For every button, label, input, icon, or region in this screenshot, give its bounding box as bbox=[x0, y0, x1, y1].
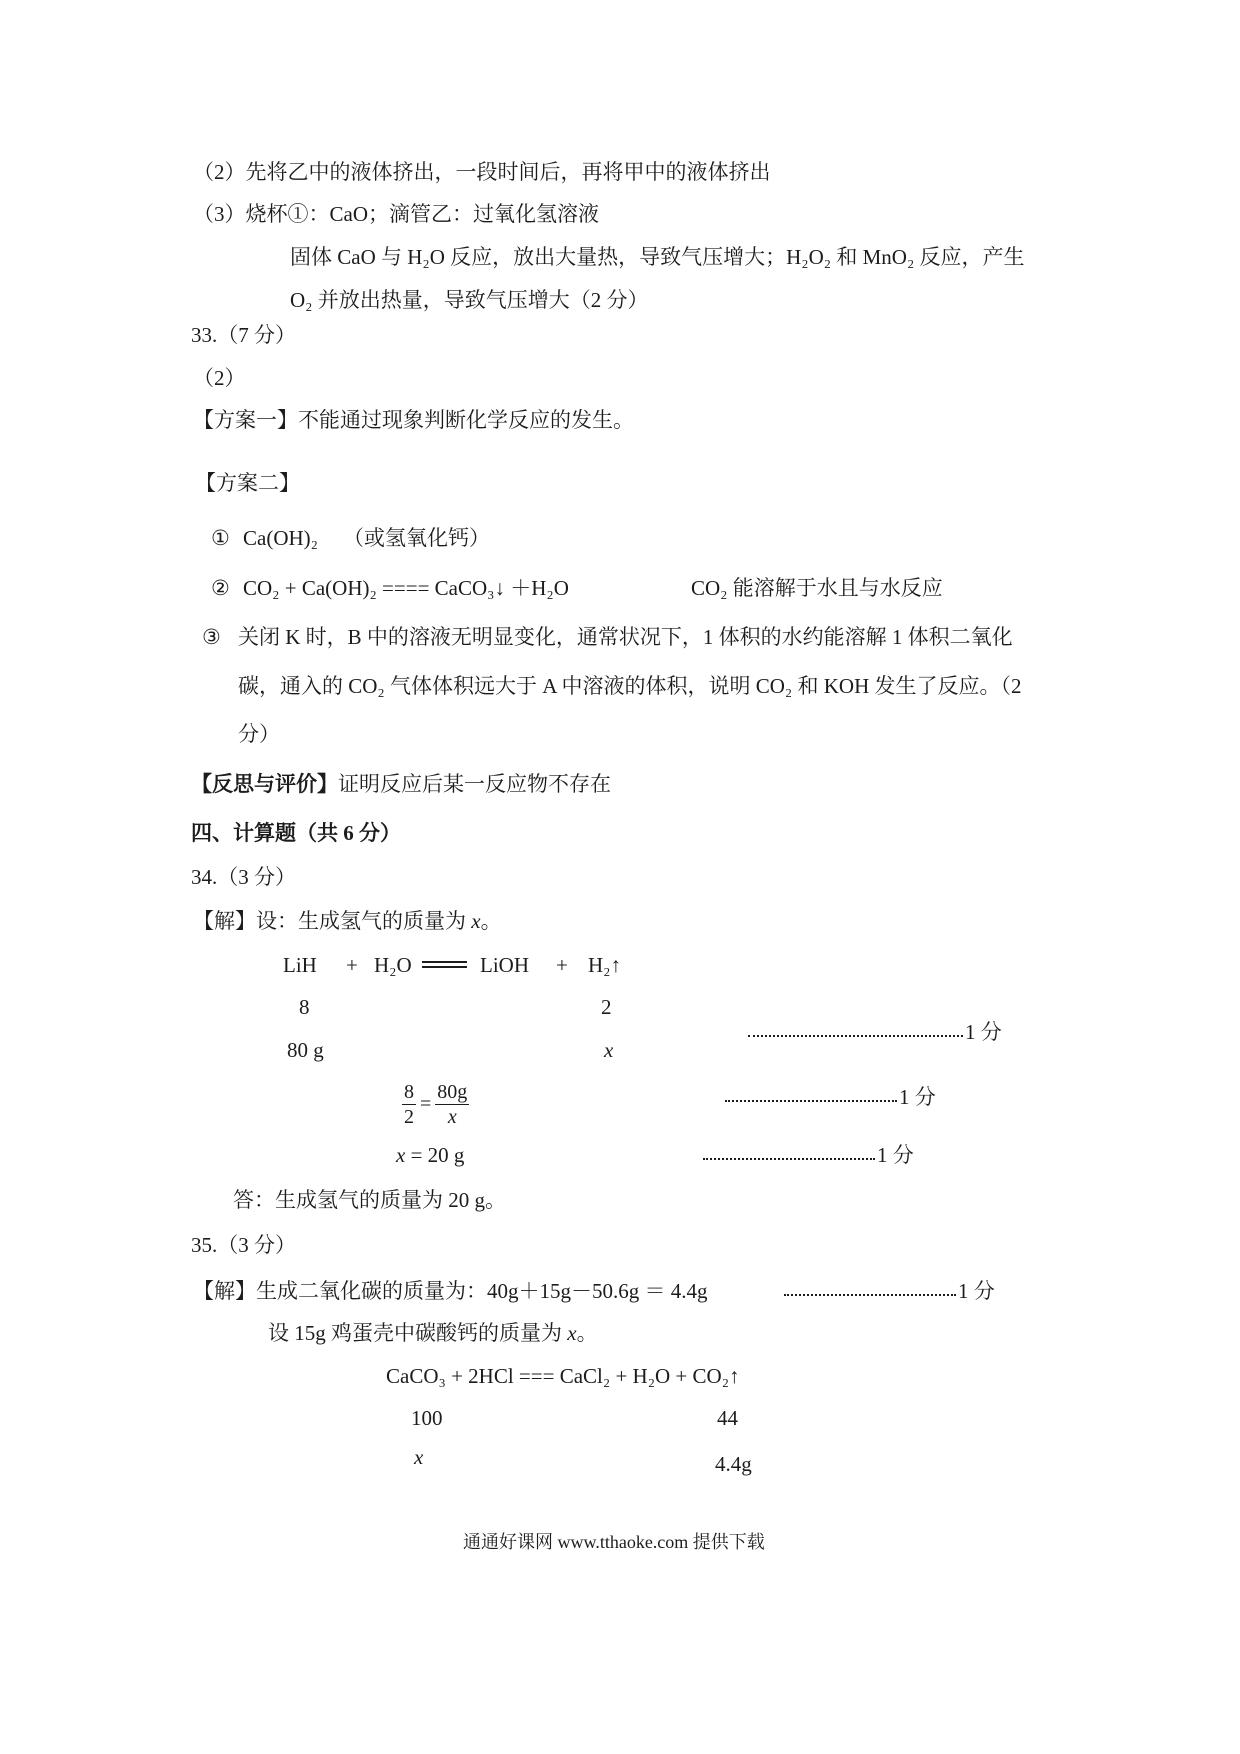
q34-product-1: LiOH bbox=[480, 953, 529, 977]
score-mark: 1 分 bbox=[877, 1143, 914, 1167]
q32-part3: （3）烧杯①：CaO；滴管乙：过氧化氢溶液 bbox=[193, 202, 599, 226]
q33-reflection bbox=[191, 771, 611, 797]
leader-dots bbox=[748, 1035, 963, 1037]
q34-product-2: H₂↑ bbox=[588, 953, 621, 977]
q33-item3-marker: ③ bbox=[202, 625, 221, 649]
q34-result-value: = 20 g bbox=[405, 1143, 465, 1167]
q34-ratio-left: 8 bbox=[299, 995, 310, 1019]
q34-plus-1: + bbox=[346, 953, 358, 977]
reflection-text: 证明反应后某一反应物不存在 bbox=[338, 772, 611, 796]
equation-double-line bbox=[422, 961, 467, 968]
q35-co2-mass bbox=[193, 1278, 708, 1304]
q33-item3-line1: 关闭 K 时，B 中的溶液无明显变化，通常状况下，1 体积的水约能溶解 1 体积二氧化 bbox=[238, 625, 1013, 649]
equals-sign: = bbox=[420, 1092, 432, 1115]
q33-item2-equation: CO₂ + Ca(OH)₂ ==== CaCO₃↓ ＋H₂O bbox=[243, 576, 569, 600]
section4-title: 四、计算题（共 6 分） bbox=[191, 821, 401, 845]
q35-heading: 35.（3 分） bbox=[191, 1233, 296, 1257]
q34-answer: 答：生成氢气的质量为 20 g。 bbox=[233, 1188, 506, 1212]
q33-item2-note: CO₂ 能溶解于水且与水反应 bbox=[691, 576, 943, 600]
q33-item1-note: （或氢氧化钙） bbox=[343, 526, 490, 550]
plan1-text: 不能通过现象判断化学反应的发生。 bbox=[298, 408, 634, 432]
q34-mass-left: 80 g bbox=[287, 1038, 324, 1062]
reflection-label: 【反思与评价】 bbox=[191, 772, 338, 796]
score-mark: 1 分 bbox=[958, 1279, 995, 1303]
q35-mass-right: 4.4g bbox=[715, 1452, 752, 1476]
q33-part2: （2） bbox=[193, 366, 246, 390]
q34-mass-right: x bbox=[604, 1038, 614, 1062]
q35-solve-label: 【解】 bbox=[193, 1279, 256, 1303]
q33-heading: 33.（7 分） bbox=[191, 323, 296, 347]
fraction-right-numerator: 80g bbox=[437, 1080, 468, 1103]
q35-ratio-right: 44 bbox=[717, 1406, 738, 1430]
q34-plus-2: + bbox=[556, 953, 568, 977]
q34-heading: 34.（3 分） bbox=[191, 865, 296, 889]
q34-let-text: 设：生成氢气的质量为 bbox=[256, 909, 472, 933]
leader-dots bbox=[703, 1158, 875, 1160]
fraction-left-denominator: 2 bbox=[404, 1105, 414, 1128]
plan1-label: 【方案一】 bbox=[193, 408, 298, 432]
q33-item3-line2: 碳，通入的 CO₂ 气体体积远大于 A 中溶液的体积，说明 CO₂ 和 KOH 发生了反应。（2 bbox=[238, 674, 1022, 698]
q33-item1-formula: Ca(OH)₂ bbox=[243, 526, 318, 550]
fraction-right-denominator: x bbox=[447, 1105, 457, 1128]
q33-item3-line3: 分） bbox=[238, 722, 280, 746]
fraction-left bbox=[402, 1080, 416, 1129]
page-footer: 通通好课网 www.tthaoke.com 提供下载 bbox=[463, 1532, 765, 1552]
score-leader bbox=[703, 1142, 914, 1168]
q33-plan2-label: 【方案二】 bbox=[195, 471, 300, 495]
q35-let-text: 设 15g 鸡蛋壳中碳酸钙的质量为 bbox=[268, 1321, 568, 1345]
q34-solve-label: 【解】 bbox=[193, 909, 256, 933]
q32-part2: （2）先将乙中的液体挤出，一段时间后，再将甲中的液体挤出 bbox=[193, 160, 771, 184]
q32-part3-explanation-line1: 固体 CaO 与 H₂O 反应，放出大量热，导致气压增大；H₂O₂ 和 MnO₂ 反应，产生 bbox=[290, 245, 1025, 269]
q35-let-end: 。 bbox=[576, 1321, 598, 1345]
score-mark: 1 分 bbox=[965, 1020, 1002, 1044]
leader-dots bbox=[784, 1294, 956, 1296]
fraction-right bbox=[435, 1080, 469, 1129]
score-leader bbox=[748, 1019, 1002, 1045]
q35-mass-left: x bbox=[414, 1445, 424, 1469]
q34-result bbox=[396, 1142, 464, 1168]
q35-let-variable: x bbox=[567, 1321, 577, 1345]
q34-let-variable: x bbox=[471, 909, 481, 933]
score-leader bbox=[725, 1084, 936, 1110]
q32-part3-explanation-line2: O₂ 并放出热量，导致气压增大（2 分） bbox=[290, 288, 649, 312]
q34-result-variable: x bbox=[396, 1143, 406, 1167]
score-mark: 1 分 bbox=[899, 1085, 936, 1109]
q34-ratio-right: 2 bbox=[601, 995, 612, 1019]
q35-let-statement bbox=[268, 1320, 598, 1346]
fraction-left-numerator: 8 bbox=[404, 1080, 414, 1103]
q33-plan1 bbox=[193, 407, 634, 433]
q33-item2-marker: ② bbox=[211, 576, 230, 600]
score-leader bbox=[784, 1278, 995, 1304]
q34-let-statement bbox=[193, 908, 502, 934]
q34-let-end: 。 bbox=[480, 909, 502, 933]
q35-co2-mass-text: 生成二氧化碳的质量为：40g＋15g－50.6g ＝ 4.4g bbox=[256, 1279, 708, 1303]
q35-ratio-left: 100 bbox=[411, 1406, 443, 1430]
q34-proportion bbox=[402, 1078, 469, 1130]
q33-item1-marker: ① bbox=[211, 526, 230, 550]
q35-equation: CaCO₃ + 2HCl === CaCl₂ + H₂O + CO₂↑ bbox=[386, 1364, 740, 1388]
leader-dots bbox=[725, 1100, 897, 1102]
q34-reactant-1: LiH bbox=[283, 953, 317, 977]
q34-reactant-2: H₂O bbox=[374, 953, 412, 977]
